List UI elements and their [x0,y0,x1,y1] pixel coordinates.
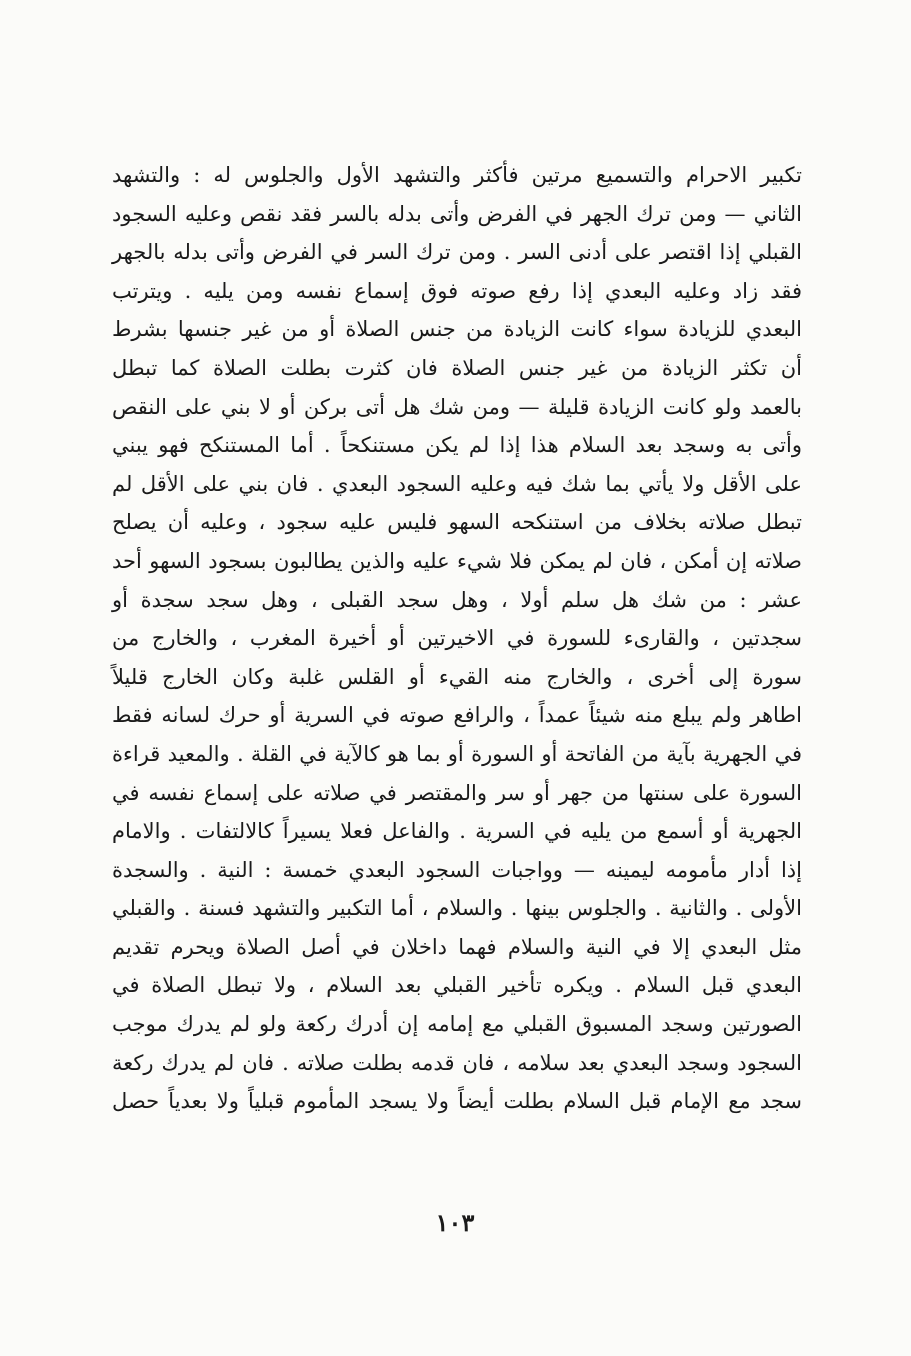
text-line-5: البعدي للزيادة سواء كانت الزيادة من جنس الصلاة أو من غير جنسها بشرط [112,317,802,342]
text-line-24: السجود وسجد البعدي بعد سلامه ، فان قدمه بطلت صلاته . فان لم يدرك ركعة [112,1050,802,1075]
text-line-14: سورة إلى أخرى ، والخارج منه القيء أو القلس غلبة وكان الخارج قليلاً [112,664,802,689]
text-line-12: عشر : من شك هل سلم أولا ، وهل سجد القبلى ، وهل سجد سجدة أو [112,587,802,612]
text-line-22: البعدي قبل السلام . ويكره تأخير القبلي بعد السلام ، ولا تبطل الصلاة في [112,973,802,998]
text-line-23: الصورتين وسجد المسبوق القبلي مع إمامه إن أدرك ركعة ولو لم يدرك موجب [112,1012,802,1037]
text-line-13: سجدتين ، والقارىء للسورة في الاخيرتين أو أخيرة المغرب ، والخارج من [112,626,802,651]
text-line-6: أن تكثر الزيادة من غير جنس الصلاة فان كثرت بطلت الصلاة كما تبطل [112,355,802,380]
text-line-15: اطاهر ولم يبلع منه شيئاً عمداً ، والرافع صوته في السرية أو حرك لسانه فقط [112,703,802,728]
text-line-1: تكبير الاحرام والتسميع مرتين فأكثر والتشهد الأول والجلوس له : والتشهد [112,163,803,187]
text-line-20: الأولى . والثانية . والجلوس بينها . والسلام ، أما التكبير والتشهد فسنة . والقبلي [112,896,802,921]
page-number: ١٠٣ [435,1208,475,1237]
text-line-16: في الجهرية بآية من الفاتحة أو السورة أو بما هو كالآية في القلة . والمعيد قراءة [112,741,802,766]
text-line-9: على الأقل ولا يأتي بما شك فيه وعليه السجود البعدي . فان بني على الأقل لم [112,471,802,496]
text-line-10: تبطل صلاته بخلاف من استنكحه السهو فليس عليه سجود ، وعليه أن يصلح [112,510,802,535]
text-line-25: سجد مع الإمام قبل السلام بطلت أيضاً ولا يسجد المأموم قبلياً ولا بعدياً حصل [112,1089,802,1114]
body-text [112,156,802,1121]
text-line-11: صلاته إن أمكن ، فان لم يمكن فلا شيء عليه والذين يطالبون بسجود السهو أحد [112,548,802,573]
text-line-18: الجهرية أو أسمع من يليه في السرية . والفاعل فعلا يسيراً كالالتفات . والامام [112,819,802,844]
text-line-17: السورة على سنتها من جهر أو سر والمقتصر في صلاته على إسماع نفسه في [112,780,802,805]
text-line-4: فقد زاد وعليه البعدي إذا رفع صوته فوق إسماع نفسه ومن يليه . ويترتب [112,278,802,303]
text-line-21: مثل البعدي إلا في النية والسلام فهما داخلان في أصل الصلاة ويحرم تقديم [112,934,802,959]
text-line-3: القبلي إذا اقتصر على أدنى السر . ومن ترك السر في الفرض وأتى بدله بالجهر [112,240,802,265]
text-line-2: الثاني — ومن ترك الجهر في الفرض وأتى بدله بالسر فقد نقص وعليه السجود [112,201,802,226]
text-line-7: بالعمد ولو كانت الزيادة قليلة — ومن شك هل أتى بركن أو لا بني على النقص [112,394,802,419]
text-line-8: وأتى به وسجد بعد السلام هذا إذا لم يكن مستنكحاً . أما المستنكح فهو يبني [112,433,802,458]
text-line-19: إذا أدار مأمومه ليمينه — وواجبات السجود البعدي خمسة : النية . والسجدة [112,857,802,882]
